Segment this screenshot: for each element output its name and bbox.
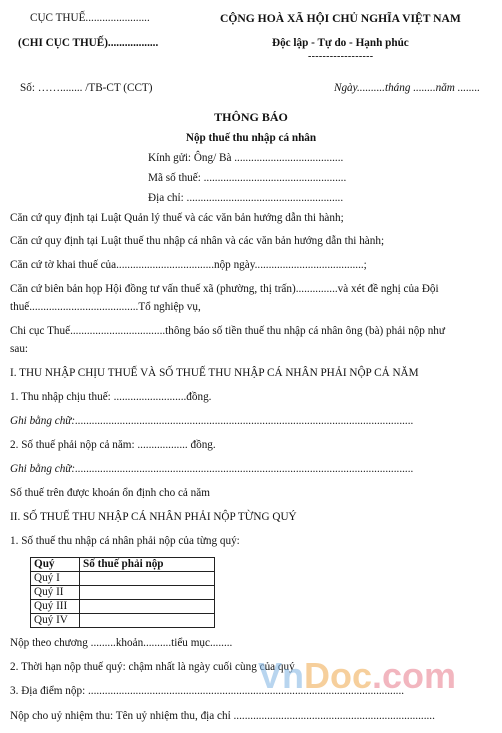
table-row [31, 586, 215, 600]
national-title: CỘNG HOÀ XÃ HỘI CHỦ NGHĨA VIỆT NAM [220, 12, 461, 25]
document-title: THÔNG BÁO [214, 110, 288, 124]
tax-due-cell [80, 586, 215, 600]
basis-line-5a: Chi cục Thuế..................................thông báo số tiền thuế thu nhập cá nhân ông (bà) phải nộp như [10, 325, 445, 337]
payment-deadline: 2. Thời hạn nộp thuế quý: chậm nhất là ngày cuối cùng của quý [10, 661, 295, 673]
sub-agency-name: (CHI CỤC THUẾ).................. [18, 37, 159, 49]
table-header-row [31, 558, 215, 572]
table-row [31, 572, 215, 586]
document-subtitle: Nộp thuế thu nhập cá nhân [185, 132, 317, 144]
recipient-to: Kính gửi: Ông/ Bà ....................................... [148, 152, 344, 164]
national-motto: Độc lập - Tự do - Hạnh phúc [272, 37, 409, 49]
tax-due-cell [80, 572, 215, 586]
quarter-cell: Quý IV [31, 614, 80, 628]
document-number: Số: ……........ /TB-CT (CCT) [20, 82, 153, 94]
recipient-address: Địa chỉ: ........................................................ [148, 192, 344, 204]
motto-rule: ------------------ [308, 51, 374, 62]
quarterly-tax-intro: 1. Số thuế thu nhập cá nhân phải nộp của từng quý: [10, 535, 240, 547]
tax-due-cell [80, 614, 215, 628]
basis-line-1: Căn cứ quy định tại Luật Quản lý thuế và các văn bản hướng dẫn thi hành; [10, 212, 344, 224]
taxable-income-in-words: Ghi bằng chữ:......................................................................................................................... [10, 415, 414, 427]
agency-name: CỤC THUẾ....................... [30, 12, 150, 24]
section-2-heading: II. SỐ THUẾ THU NHẬP CÁ NHÂN PHẢI NỘP TỪNG QUÝ [10, 511, 297, 523]
basis-line-5b: sau: [10, 343, 29, 355]
fixed-annual-note: Số thuế trên được khoán ổn định cho cả năm [10, 487, 210, 499]
column-header-quarter: Quý [31, 558, 80, 572]
tax-due-cell [80, 600, 215, 614]
quarter-cell: Quý II [31, 586, 80, 600]
table-row [31, 600, 215, 614]
basis-line-4b: thuế.......................................Tổ nghiệp vụ, [10, 301, 201, 313]
section-1-heading: I. THU NHẬP CHỊU THUẾ VÀ SỐ THUẾ THU NHẬP CÁ NHÂN PHẢI NỘP CẢ NĂM [10, 367, 419, 379]
quarter-cell: Quý I [31, 572, 80, 586]
budget-chapter: Nộp theo chương .........khoản..........tiểu mục........ [10, 637, 233, 649]
watermark-logo: VnDoc.com [258, 655, 457, 696]
column-header-tax-due: Số thuế phải nộp [80, 558, 215, 572]
table-row [31, 614, 215, 628]
payment-location: 3. Địa điểm nộp: ................................................................................................................. [10, 685, 405, 697]
authorized-collector: Nộp cho uỷ nhiệm thu: Tên uỷ nhiệm thu, địa chỉ ........................................................................ [10, 710, 435, 722]
basis-line-4a: Căn cứ biên bản họp Hội đồng tư vấn thuế xã (phường, thị trấn)...............và xét đề nghị của Đội [10, 283, 439, 295]
taxable-income: 1. Thu nhập chịu thuế: ..........................đồng. [10, 391, 212, 403]
document-date: Ngày..........tháng ........năm ........ [334, 82, 481, 94]
quarter-cell: Quý III [31, 600, 80, 614]
annual-tax: 2. Số thuế phải nộp cả năm: .................. đồng. [10, 439, 216, 451]
basis-line-2: Căn cứ quy định tại Luật thuế thu nhập cá nhân và các văn bản hướng dẫn thi hành; [10, 235, 385, 247]
recipient-tax-code: Mã số thuế: ................................................... [148, 172, 347, 184]
quarterly-tax-table [30, 557, 215, 628]
annual-tax-in-words: Ghi bằng chữ:......................................................................................................................... [10, 463, 414, 475]
basis-line-3: Căn cứ tờ khai thuế của...................................nộp ngày.......................................; [10, 259, 367, 271]
